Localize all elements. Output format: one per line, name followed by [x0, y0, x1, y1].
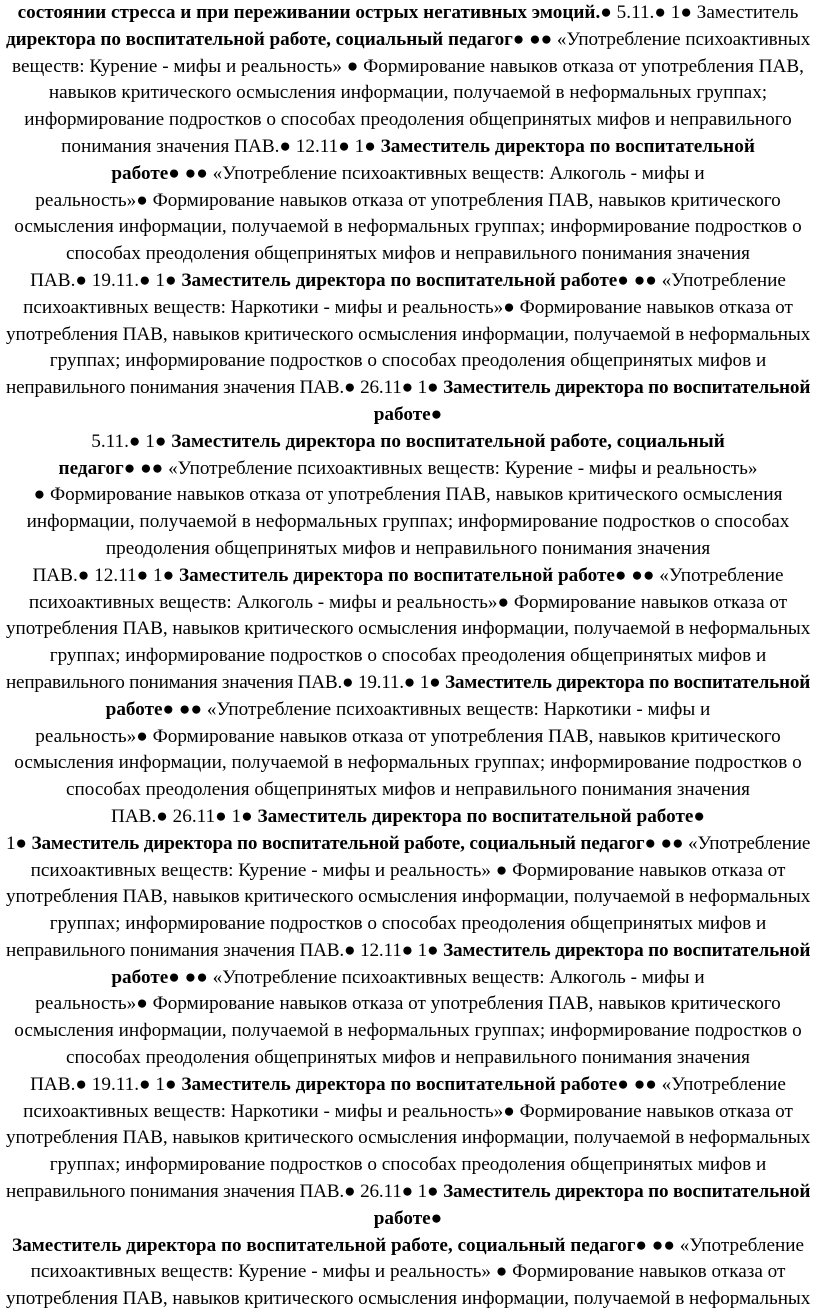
text-line [6, 1045, 810, 1072]
text-run: группах; информирование подростков о способах преодоления общепринятых мифов и [49, 645, 767, 667]
text-line [6, 54, 810, 81]
text-line [6, 750, 810, 777]
text-run: «Употребление психоактивных веществ: Наркотики - мифы и [206, 698, 711, 720]
text-line [6, 107, 810, 134]
text-line [6, 1152, 810, 1179]
text-line [6, 429, 810, 456]
text-line [6, 1179, 810, 1206]
text-run: веществ: Курение - мифы и реальность» ● Формирование навыков отказа от употребления ПАВ, [12, 55, 804, 77]
text-line [6, 1206, 810, 1233]
text-run: употребления ПАВ, навыков критического осмысления информации, получаемой в неформальных [6, 323, 811, 345]
text-line [6, 509, 810, 536]
bold-text-run: состоянии стресса и при переживании острых негативных эмоций.● [17, 2, 617, 23]
text-run: неправильного понимания значения ПАВ.● 19.11.● 1● [6, 671, 445, 693]
text-run: ПАВ.● 19.11.● 1● [30, 1073, 182, 1095]
text-line [6, 831, 810, 858]
text-line [6, 724, 810, 751]
text-run: «Употребление психоактивных веществ: Курение - мифы и реальность» [168, 457, 758, 479]
text-line [6, 348, 810, 375]
text-run: способах преодоления общепринятых мифов и неправильного понимания значения [66, 1047, 750, 1069]
text-run: осмысления информации, получаемой в неформальных группах; информирование подростков о [14, 1020, 802, 1042]
bold-text-run: Заместитель директора по воспитательной работе● ●● [181, 1073, 662, 1095]
text-run: 1● [6, 832, 32, 854]
text-line [6, 938, 810, 965]
text-run: навыков критического осмысления информации, получаемой в неформальных группах; [48, 82, 768, 104]
bold-text-run: Заместитель директора по воспитательной работе● ●● [181, 269, 662, 291]
text-run: 5.11.● 1● [91, 430, 172, 452]
text-run: реальность»● Формирование навыков отказа от употребления ПАВ, навыков критического [35, 993, 781, 1015]
bold-text-run: Заместитель директора по воспитательной [443, 377, 811, 399]
bold-text-run: работе● ●● [111, 162, 213, 184]
text-run: «Употребление психоактивных веществ: Алкоголь - мифы и [212, 966, 705, 988]
text-line [6, 1099, 810, 1126]
bold-text-run: Заместитель директора по воспитательной работе● [257, 805, 706, 827]
text-line [6, 858, 810, 885]
text-run: 5.11.● 1● Заместитель [616, 2, 799, 23]
text-line [6, 777, 810, 804]
text-run: ПАВ.● 19.11.● 1● [30, 269, 182, 291]
text-run: ● Формирование навыков отказа от употребления ПАВ, навыков критического осмысления [33, 484, 783, 506]
text-run: группах; информирование подростков о способах преодоления общепринятых мифов и [49, 350, 767, 372]
text-run: употребления ПАВ, навыков критического осмысления информации, получаемой в неформальных [6, 1288, 811, 1310]
text-line [6, 375, 810, 402]
text-line [6, 670, 810, 697]
bold-text-run: работе● [373, 1207, 443, 1229]
text-line [6, 804, 810, 831]
text-line [6, 536, 810, 563]
text-run: преодоления общепринятых мифов и неправильного понимания значения [105, 537, 711, 559]
text-line [6, 0, 810, 27]
bold-text-run: Заместитель директора по воспитательной работе, социальный педагог● ●● [31, 832, 689, 854]
text-line [6, 134, 810, 161]
bold-text-run: работе● [373, 403, 443, 425]
text-line [6, 295, 810, 322]
text-run: ПАВ.● 26.11● 1● [110, 805, 258, 827]
text-run: понимания значения ПАВ.● 12.11● 1● [61, 135, 381, 157]
text-line [6, 616, 810, 643]
text-line [6, 697, 810, 724]
text-run: способах преодоления общепринятых мифов и неправильного понимания значения [66, 243, 750, 265]
bold-text-run: Заместитель директора по воспитательной работе● ●● [178, 564, 660, 586]
text-line [6, 563, 810, 590]
bold-text-run: работе● ●● [105, 698, 207, 720]
text-run: группах; информирование подростков о способах преодоления общепринятых мифов и [49, 913, 767, 935]
text-line [6, 1233, 810, 1260]
text-run: «Употребление [661, 1073, 786, 1095]
text-line [6, 322, 810, 349]
text-run: осмысления информации, получаемой в неформальных группах; информирование подростков о [14, 752, 802, 774]
text-line [6, 1072, 810, 1099]
text-run: ПАВ.● 12.11● 1● [32, 564, 179, 586]
bold-text-run: директора по воспитательной работе, социальный педагог● ●● [6, 28, 557, 50]
text-line [6, 456, 810, 483]
text-line [6, 991, 810, 1018]
text-line [6, 482, 810, 509]
text-run: психоактивных веществ: Курение - мифы и реальность» ● Формирование навыков отказа от [30, 859, 786, 881]
text-run: «Употребление [688, 832, 811, 854]
text-run: употребления ПАВ, навыков критического осмысления информации, получаемой в неформальных [6, 886, 811, 908]
bold-text-run: Заместитель директора по воспитательной [443, 1181, 811, 1203]
text-run: психоактивных веществ: Алкоголь - мифы и реальность»● Формирование навыков отказа от [28, 591, 788, 613]
text-line [6, 268, 810, 295]
text-run: неправильного понимания значения ПАВ.● 12.11● 1● [6, 939, 444, 961]
bold-text-run: Заместитель директора по воспитательной работе, социальный [171, 430, 725, 452]
text-run: группах; информирование подростков о способах преодоления общепринятых мифов и [49, 1154, 767, 1176]
text-run: «Употребление психоактивных веществ: Алкоголь - мифы и [212, 162, 705, 184]
bold-text-run: Заместитель директора по воспитательной [443, 939, 811, 961]
text-run: способах преодоления общепринятых мифов и неправильного понимания значения [66, 779, 750, 801]
text-run: психоактивных веществ: Курение - мифы и реальность» ● Формирование навыков отказа от [30, 1261, 786, 1283]
bold-text-run: Заместитель директора по воспитательной [444, 671, 811, 693]
text-line [6, 965, 810, 992]
text-run: психоактивных веществ: Наркотики - мифы и реальность»● Формирование навыков отказа от [23, 1100, 793, 1122]
text-run: реальность»● Формирование навыков отказа от употребления ПАВ, навыков критического [35, 725, 781, 747]
text-line [6, 188, 810, 215]
text-line [6, 161, 810, 188]
text-run: «Употребление психоактивных [556, 28, 811, 50]
text-run: психоактивных веществ: Наркотики - мифы и реальность»● Формирование навыков отказа от [23, 296, 793, 318]
text-run: неправильного понимания значения ПАВ.● 26.11● 1● [6, 377, 444, 399]
text-line [6, 643, 810, 670]
bold-text-run: работе● ●● [111, 966, 213, 988]
text-run: употребления ПАВ, навыков критического осмысления информации, получаемой в неформальных [6, 1127, 811, 1149]
text-run: «Употребление [659, 564, 784, 586]
text-line [6, 1286, 810, 1313]
bold-text-run: Заместитель директора по воспитательной [380, 135, 755, 157]
text-run: неправильного понимания значения ПАВ.● 26.11● 1● [6, 1181, 444, 1203]
text-run: осмысления информации, получаемой в неформальных группах; информирование подростков о [14, 216, 802, 238]
text-run: употребления ПАВ, навыков критического осмысления информации, получаемой в неформальных [6, 618, 811, 640]
bold-text-run: Заместитель директора по воспитательной работе, социальный педагог● ●● [11, 1234, 680, 1256]
text-line [6, 27, 810, 54]
text-line [6, 241, 810, 268]
text-line [6, 1259, 810, 1286]
text-run: информирование подростков о способах преодоления общепринятых мифов и неправильного [24, 109, 792, 131]
text-line [6, 590, 810, 617]
text-line [6, 1018, 810, 1045]
text-line [6, 884, 810, 911]
bold-text-run: педагог● ●● [58, 457, 169, 479]
text-run: реальность»● Формирование навыков отказа от употребления ПАВ, навыков критического [35, 189, 781, 211]
text-line [6, 214, 810, 241]
text-line [6, 80, 810, 107]
text-line [6, 402, 810, 429]
text-run: информации, получаемой в неформальных группах; информирование подростков о способах [26, 511, 790, 533]
text-line [6, 1125, 810, 1152]
text-line [6, 911, 810, 938]
text-run: «Употребление [661, 269, 786, 291]
text-run: «Употребление [679, 1234, 805, 1256]
